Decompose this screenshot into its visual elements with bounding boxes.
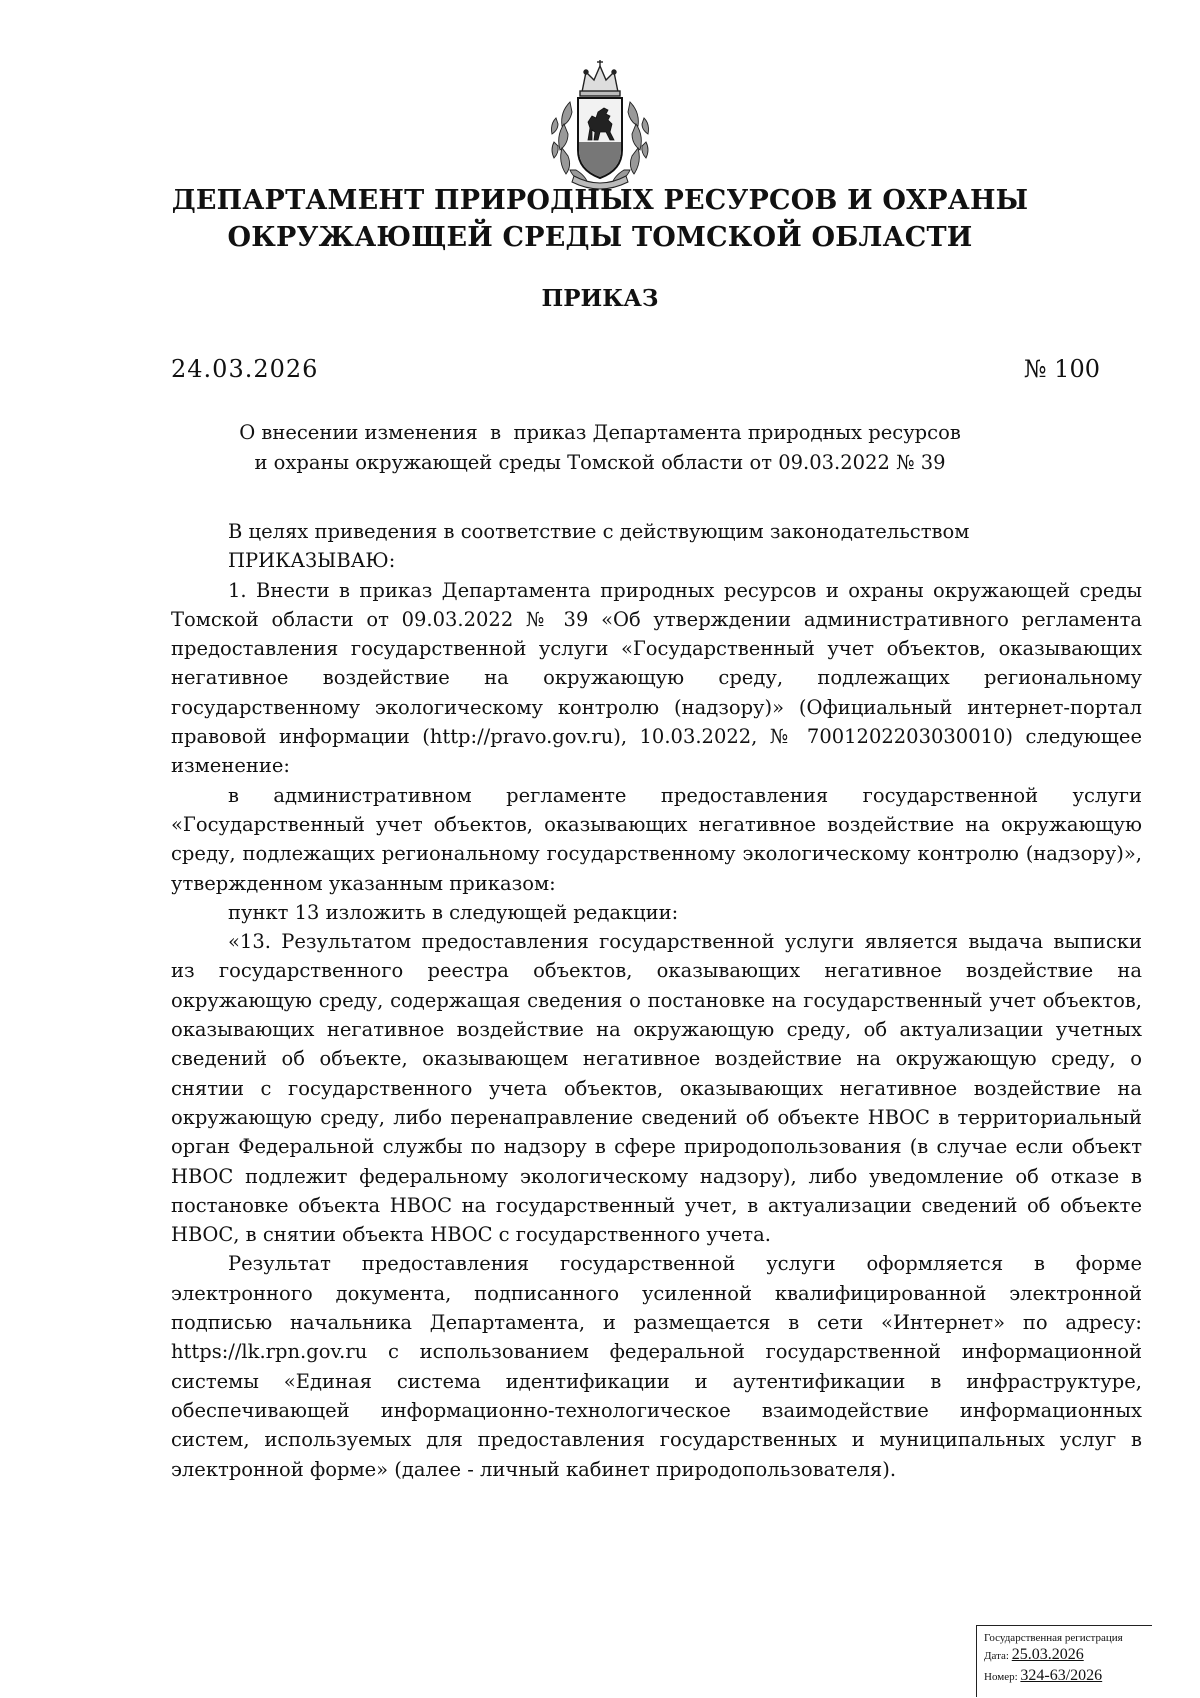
body-paragraph-5: Результат предоставления государственной услуги оформляется в форме электронного документа, подписанного усиленной квалифицированной электронной подписью начальника Департамента, и размещается в сети «Интернет» по адресу: https://lk.rpn.gov.ru с использованием федеральной государственной информационной системы «Единая система идентификации и аутентификации в инфраструктуре, обеспечивающей информационно-технологическое взаимодействие информационных систем, используемых для предоставления государственных и муниципальных услуг в электронной форме» (далее - личный кабинет природопользователя).: [171, 1252, 1142, 1481]
document-subject: [0, 418, 1200, 478]
body-paragraph-4: «13. Результатом предоставления государственной услуги является выдача выписки из государственного реестра объектов, оказывающих негативное воздействие на окружающую среду, содержащая сведения о постановке на государственный учет объектов, оказывающих негативное воздействие на окружающую среду, об актуализации учетных сведений об объекте, оказывающем негативное воздействие на окружающую среду, о снятии с государственного учета объектов, оказывающих негативное воздействие на окружающую среду, либо перенаправление сведений об объекте НВОС в территориальный орган Федеральной службы по надзору в сфере природопользования (в случае если объект НВОС подлежит федеральному экологическому надзору), либо уведомление об отказе в постановке объекта НВОС на государственный учет, в актуализации сведений об объекте НВОС, в снятии объекта НВОС с государственного учета.: [171, 930, 1142, 1247]
registration-date-label: Дата:: [984, 1650, 1009, 1662]
document-date: 24.03.2026: [171, 355, 319, 383]
document-type: ПРИКАЗ: [541, 285, 659, 312]
department-title: [0, 182, 1200, 256]
body-paragraph-2: в административном регламенте предоставления государственной услуги «Государственный учет объектов, оказывающих негативное воздействие на окружающую среду, подлежащих региональному государственному экологическому контролю (надзору)», утвержденном указанным приказом:: [171, 783, 1142, 895]
subject-line1: О внесении изменения в приказ Департамента природных ресурсов: [239, 421, 961, 444]
department-title-line2: ОКРУЖАЮЩЕЙ СРЕДЫ ТОМСКОЙ ОБЛАСТИ: [227, 222, 973, 253]
body-paragraph-order: ПРИКАЗЫВАЮ:: [228, 549, 396, 573]
registration-number-label: Номер:: [984, 1671, 1018, 1683]
document-number: № 100: [1023, 355, 1100, 383]
registration-number-line: [984, 1666, 1152, 1687]
body-paragraph-1: 1. Внести в приказ Департамента природных ресурсов и охраны окружающей среды Томской области от 09.03.2022 № 39 «Об утверждении административного регламента предоставления государственной услуги «Государственный учет объектов, оказывающих негативное воздействие на окружающую среду, подлежащих региональному государственному экологическому контролю (надзору)» (Официальный интернет-портал правовой информации (http://pravo.gov.ru), 10.03.2022, № 7001202203030010) следующее изменение:: [171, 578, 1142, 778]
body-paragraph-3: пункт 13 изложить в следующей редакции:: [228, 900, 679, 924]
body-paragraph-intro: В целях приведения в соответствие с действующим законодательством: [228, 520, 970, 543]
registration-title: Государственная регистрация: [984, 1632, 1123, 1644]
registration-date: 25.03.2026: [1011, 1646, 1084, 1663]
coat-of-arms-icon: [548, 58, 652, 192]
document-body: [171, 517, 1142, 1484]
department-title-line1: ДЕПАРТАМЕНТ ПРИРОДНЫХ РЕСУРСОВ И ОХРАНЫ: [171, 185, 1029, 216]
registration-stamp: [976, 1625, 1152, 1697]
registration-date-line: [984, 1645, 1152, 1666]
registration-number: 324-63/2026: [1020, 1667, 1103, 1684]
subject-line2: и охраны окружающей среды Томской области от 09.03.2022 № 39: [254, 451, 946, 474]
